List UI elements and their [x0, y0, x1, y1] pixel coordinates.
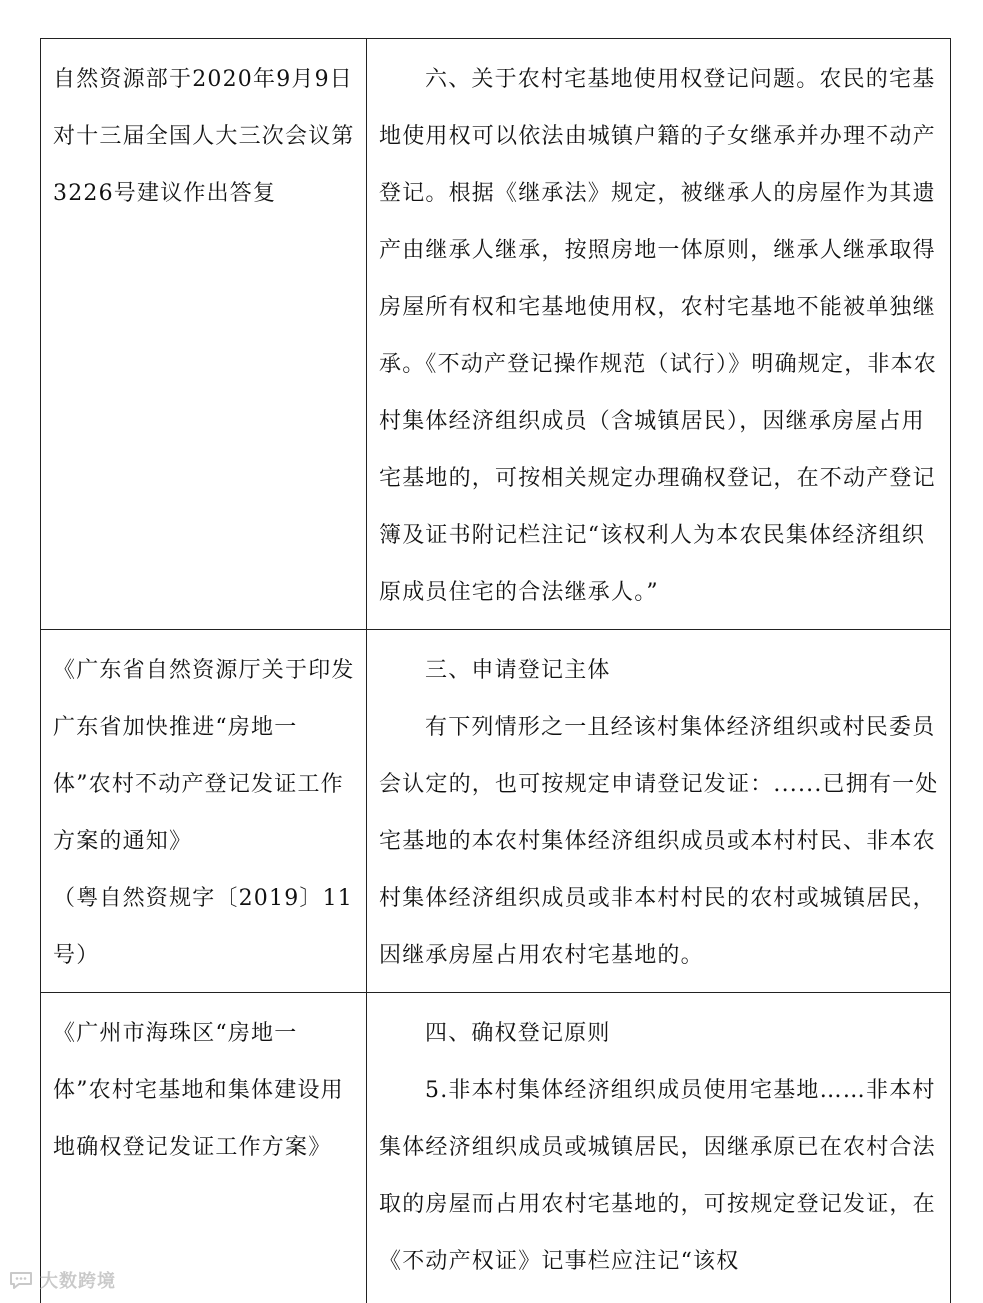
- policy-content-text: 5.非本村集体经济组织成员使用宅基地……非本村集体经济组织成员或城镇居民，因继承原已在农村合法取的房屋而占用农村宅基地的，可按规定登记发证，在《不动产权证》记事栏应注记“该权: [379, 1078, 936, 1274]
- policy-source-text: 《广东省自然资源厅关于印发广东省加快推进“房地一体”农村不动产登记发证工作方案的通知》: [53, 658, 355, 854]
- policy-section-heading: 四、确权登记原则: [425, 1021, 611, 1046]
- policy-content-cell: [367, 39, 951, 630]
- chat-bubble-icon: [8, 1270, 34, 1290]
- policy-content-text: 六、关于农村宅基地使用权登记问题。农民的宅基地使用权可以依法由城镇户籍的子女继承并办理不动产登记。根据《继承法》规定，被继承人的房屋作为其遗产由继承人继承，按照房地一体原则，继承人继承取得房屋所有权和宅基地使用权，农村宅基地不能被单独继承。《不动产登记操作规范（试行）》明确规定，非本农村集体经济组织成员（含城镇居民），因继承房屋占用宅基地的，可按相关规定办理确权登记，在不动产登记簿及证书附记栏注记“该权利人为本农民集体经济组织原成员住宅的合法继承人。”: [379, 67, 938, 605]
- policy-content-cell: [367, 630, 951, 993]
- policy-section-heading: 三、申请登记主体: [425, 658, 611, 683]
- policy-document-number: （粤自然资规字〔2019〕11号）: [53, 886, 353, 968]
- table-row: [41, 993, 951, 1303]
- policy-content-cell: [367, 993, 951, 1303]
- watermark: [8, 1267, 116, 1293]
- content-table: [40, 38, 951, 1303]
- policy-content-text: 有下列情形之一且经该村集体经济组织或村民委员会认定的，也可按规定申请登记发证：......已拥有一处宅基地的本农村集体经济组织成员或本村村民、非本农村集体经济组织成员或非本村村民的农村或城镇居民，因继承房屋占用农村宅基地的。: [379, 715, 939, 968]
- watermark-text: 大数跨境: [40, 1271, 116, 1292]
- table-row: [41, 630, 951, 993]
- policy-source-text: 自然资源部于2020年9月9日对十三届全国人大三次会议第3226号建议作出答复: [53, 67, 355, 206]
- policy-source-text: 《广州市海珠区“房地一体”农村宅基地和集体建设用地确权登记发证工作方案》: [53, 1021, 344, 1160]
- policy-source-cell: [41, 993, 367, 1303]
- policy-source-cell: [41, 630, 367, 993]
- table-row: [41, 39, 951, 630]
- policy-source-cell: [41, 39, 367, 630]
